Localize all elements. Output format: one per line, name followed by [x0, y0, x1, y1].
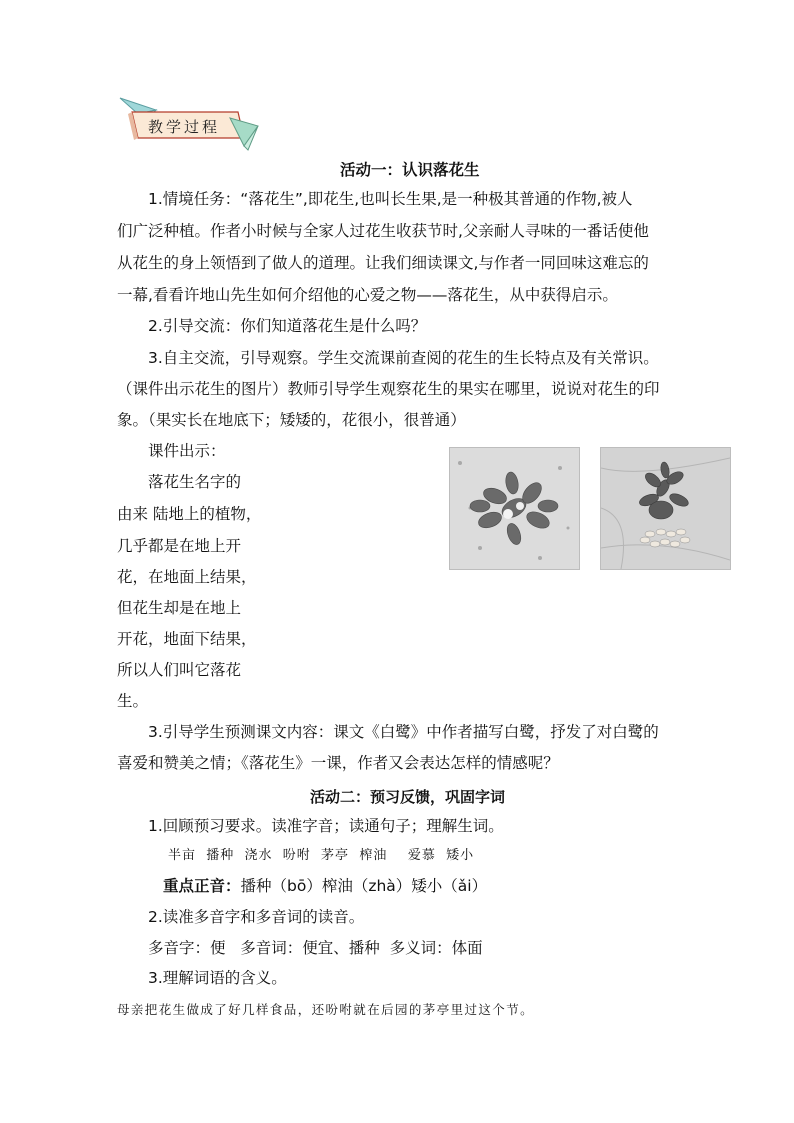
activity2-p1: 1.回顾预习要求。读准字音；读通句子；理解生词。	[148, 817, 504, 835]
activity2-handwritten-words: 半亩 播种 浇水 吩咐 茅亭 榨油 爱慕 矮小	[168, 848, 475, 863]
activity2-p4: 3.理解词语的含义。	[148, 969, 287, 987]
peanut-harvest-photo	[600, 447, 731, 570]
activity1-p1-line2: 们广泛种植。作者小时候与全家人过花生收获节时,父亲耐人寻味的一番话使他	[117, 222, 649, 240]
activity1-p2: 2.引导交流：你们知道落花生是什么吗？	[148, 317, 427, 335]
activity1-p1-line3: 从花生的身上领悟到了做人的道理。让我们细读课文,与作者一同回味这难忘的	[117, 254, 649, 272]
activity1-p3-line2: （课件出示花生的图片）教师引导学生观察花生的果实在哪里，说说对花生的印	[117, 380, 660, 398]
section-header-title: 教学过程	[148, 118, 221, 136]
activity1-p1-line4: 一幕,看看许地山先生如何介绍他的心爱之物——落花生，从中获得启示。	[117, 286, 618, 304]
activity1-p4-line1: 3.引导学生预测课文内容：课文《白鹭》中作者描写白鹭，抒发了对白鹭的	[148, 723, 659, 741]
courseware-line8: 生。	[117, 692, 149, 710]
courseware-line5: 但花生却是在地上	[117, 599, 242, 617]
activity2-title: 活动二：预习反馈，巩固字词	[310, 788, 506, 806]
activity2-handwritten-sentence: 母亲把花生做成了好几样食品，还吩咐就在后园的茅亭里过这个节。	[117, 1002, 535, 1017]
courseware-line2: 由来 陆地上的植物，	[117, 505, 262, 523]
activity1-title: 活动一：认识落花生	[340, 161, 480, 179]
activity1-p3-line3: 象。（果实长在地底下；矮矮的，花很小，很普通）	[117, 411, 466, 429]
activity1-p4-line2: 喜爱和赞美之情；《落花生》一课，作者又会表达怎样的情感呢？	[117, 754, 559, 772]
courseware-line3: 几乎都是在地上开	[117, 537, 242, 555]
section-header	[118, 96, 263, 154]
activity1-p1-line1: 1.情境任务：“落花生”,即花生,也叫长生果,是一种极其普通的作物,被人	[148, 190, 633, 208]
pronunciation-label: 重点正音：	[163, 877, 241, 895]
courseware-line4: 花，在地面上结果，	[117, 568, 257, 586]
pronunciation-text: 播种（bō）榨油（zhà）矮小（ǎi）	[240, 877, 488, 895]
courseware-label: 课件出示：	[148, 442, 226, 460]
activity2-p3: 多音字：便 多音词：便宜、播种 多义词：体面	[148, 939, 483, 957]
courseware-line7: 所以人们叫它落花	[117, 661, 242, 679]
courseware-line1: 落花生名字的	[148, 473, 242, 491]
activity2-p2: 2.读准多音字和多音词的读音。	[148, 908, 365, 926]
activity2-pronunciation	[163, 876, 487, 896]
peanut-plant-photo	[449, 447, 580, 570]
activity1-p3-line1: 3.自主交流，引导观察。学生交流课前查阅的花生的生长特点及有关常识。	[148, 349, 659, 367]
courseware-line6: 开花，地面下结果，	[117, 630, 257, 648]
